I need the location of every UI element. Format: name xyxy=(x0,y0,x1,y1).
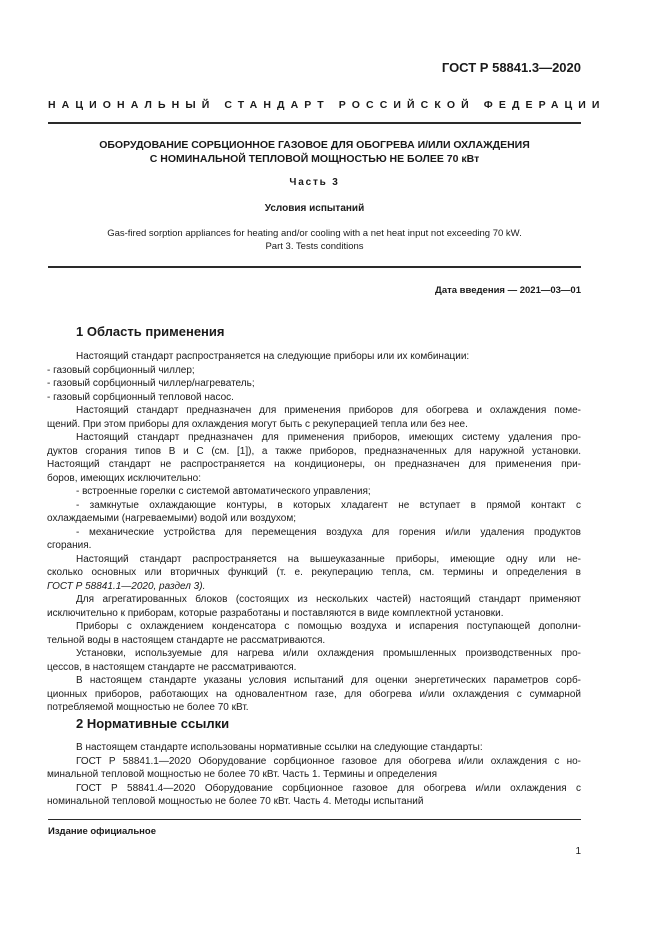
section-1-body xyxy=(47,350,581,715)
text-line: боров, имеющих исключительно: xyxy=(47,472,201,484)
text-line: ционных приборов, работающих на одновалентном газе, для обогрева и/или охлаждения с суммарной xyxy=(47,688,581,700)
english-title-line: Part 3. Tests conditions xyxy=(265,240,364,252)
english-title xyxy=(48,228,581,253)
bottom-rule xyxy=(48,819,581,820)
text-line: Настоящий стандарт распространяется на следующие приборы или их комбинации: xyxy=(76,351,470,362)
part-title: Условия испытаний xyxy=(264,203,365,214)
text-line: В настоящем стандарте указаны условия испытаний для оценки энергетических параметров сорб- xyxy=(76,675,581,686)
text-line: Настоящий стандарт распространяется на вышеуказанные приборы, имеющие одну или не- xyxy=(76,553,581,565)
text-line: сколько основных или вторичных функций (т. е. рекуперацию тепла, см. термины и определения в xyxy=(47,567,581,578)
text-line: - встроенные горелки с системой автоматического управления; xyxy=(76,486,371,497)
text-line: номинальной тепловой мощностью не более 70 кВт. Часть 4. Методы испытаний xyxy=(47,796,424,807)
intro-date: Дата введения — 2021—03—01 xyxy=(435,285,581,296)
text-line: - газовый сорбционный чиллер/нагреватель; xyxy=(47,378,255,389)
text-line: тельной воды в настоящем стандарте не рассматриваются. xyxy=(47,634,326,646)
text-line: ГОСТ Р 58841.4—2020 Оборудование сорбционное газовое для обогрева и/или охлаждения с xyxy=(76,782,581,794)
text-line: - газовый сорбционный чиллер; xyxy=(47,364,195,376)
gost-code: ГОСТ Р 58841.3—2020 xyxy=(441,60,581,75)
text-line: охлаждаемыми (нагреваемыми) водой или воздухом; xyxy=(47,513,296,524)
text-line: Установки, используемые для нагрева и/или охлаждения промышленных производственных про- xyxy=(76,648,581,659)
text-line: потребляемой мощностью не более 70 кВт. xyxy=(47,702,249,713)
text-line: ГОСТ Р 58841.1—2020 Оборудование сорбционное газовое для обогрева и/или охлаждения с но- xyxy=(76,755,581,767)
text-line: минальной тепловой мощностью не более 70 кВт. Часть 1. Термины и определения xyxy=(47,769,438,780)
text-line: ГОСТ Р 58841.1—2020, раздел 3). xyxy=(47,580,206,592)
text-line: Для агрегатированных блоков (состоящих из нескольких частей) настоящий стандарт применяют xyxy=(76,594,581,605)
text-line: исключительно к приборам, которые разработаны и поставляются в виде комплектной установки. xyxy=(47,607,504,619)
text-line: Настоящий стандарт не распространяется на кондиционеры, он предназначен для применения при- xyxy=(47,459,581,470)
text-line: - замкнутые охлаждающие контуры, в которых хладагент не вступает в прямой контакт с xyxy=(76,499,581,511)
official-edition-label: Издание официальное xyxy=(48,826,156,837)
text-line: щений. При этом приборы для охлаждения могут быть с рекуперацией тепла или без нее. xyxy=(47,418,468,430)
text-line: цессов, в настоящем стандарте не рассматриваются. xyxy=(47,661,297,673)
national-standard-label: НАЦИОНАЛЬНЫЙ СТАНДАРТ РОССИЙСКОЙ ФЕДЕРАЦИИ xyxy=(48,99,606,111)
section-2-body xyxy=(47,741,581,809)
title-line: С НОМИНАЛЬНОЙ ТЕПЛОВОЙ МОЩНОСТЬЮ НЕ БОЛЕЕ 70 кВт xyxy=(149,153,480,165)
text-line: Настоящий стандарт предназначен для применения приборов, имеющих систему удаления про- xyxy=(76,432,581,443)
document-title xyxy=(48,138,581,166)
text-line: - газовый сорбционный тепловой насос. xyxy=(47,391,234,403)
section-1-heading: 1 Область применения xyxy=(76,324,225,339)
title-line: ОБОРУДОВАНИЕ СОРБЦИОННОЕ ГАЗОВОЕ ДЛЯ ОБОГРЕВА И/ИЛИ ОХЛАЖДЕНИЯ xyxy=(99,139,530,151)
part-label: Часть 3 xyxy=(289,177,340,188)
text-line: Приборы с охлаждением конденсатора с помощью воздуха и испарения поступающей дополни- xyxy=(76,621,581,632)
top-rule xyxy=(48,122,581,124)
text-line: - механические устройства для перемещения воздуха для горения и/или удаления продуктов xyxy=(76,526,581,538)
text-line: В настоящем стандарте использованы нормативные ссылки на следующие стандарты: xyxy=(76,742,483,753)
text-line: Настоящий стандарт предназначен для применения приборов для обогрева и охлаждения поме- xyxy=(76,405,581,416)
english-title-line: Gas-fired sorption appliances for heating and/or cooling with a net heat input not exceeding 70 kW. xyxy=(107,228,522,239)
middle-rule xyxy=(48,266,581,268)
text-line: сгорания. xyxy=(47,540,92,551)
section-2-heading: 2 Нормативные ссылки xyxy=(76,716,230,731)
page-number: 1 xyxy=(575,846,581,857)
text-line: дуктов сгорания типов B и C (см. [1]), а также приборов, предназначенных для наружной установки. xyxy=(47,445,581,457)
